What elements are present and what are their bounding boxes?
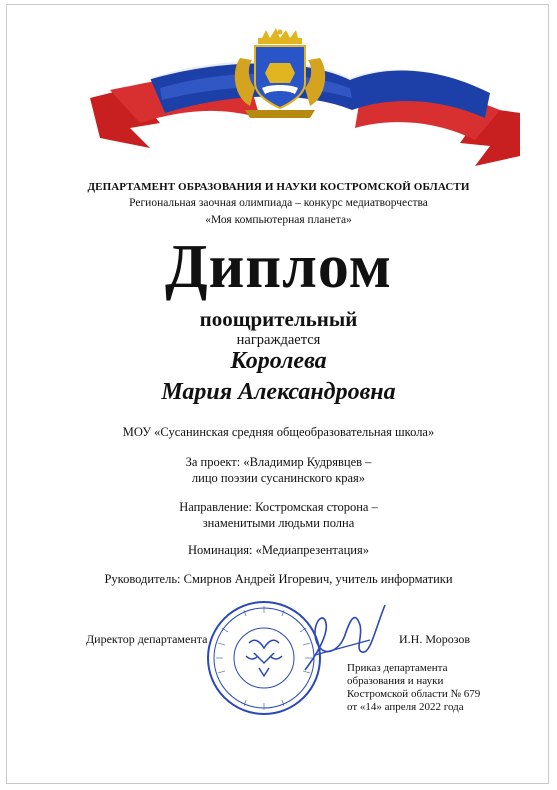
- order-line-3: Костромской области № 679: [347, 688, 481, 700]
- recipient-surname: Королева: [230, 348, 327, 374]
- project-line-1: За проект: «Владимир Кудрявцев –: [185, 455, 372, 469]
- director-name: И.Н. Морозов: [399, 632, 471, 646]
- awarded-label: награждается: [236, 332, 321, 348]
- recipient-name: Мария Александровна: [161, 379, 396, 405]
- olympiad-title: Региональная заочная олимпиада – конкурс медиатворчества: [129, 197, 428, 209]
- school-name: МОУ «Сусанинская средняя общеобразовательная школа»: [122, 425, 435, 439]
- leader: Руководитель: Смирнов Андрей Игоревич, учитель информатики: [104, 572, 453, 586]
- coat-of-arms-icon: [235, 28, 325, 118]
- olympiad-name: «Моя компьютерная планета»: [205, 214, 352, 226]
- ribbon-banner: [90, 28, 520, 168]
- diploma-title: Диплом: [165, 233, 392, 301]
- order-line-2: образования и науки: [347, 675, 444, 687]
- diploma-subtitle: поощрительный: [199, 307, 358, 331]
- direction-line-1: Направление: Костромская сторона –: [179, 500, 378, 514]
- order-line-4: от «14» апреля 2022 года: [347, 701, 464, 713]
- department-name: ДЕПАРТАМЕНТ ОБРАЗОВАНИЯ И НАУКИ КОСТРОМСКОЙ ОБЛАСТИ: [87, 181, 470, 193]
- director-label: Директор департамента: [86, 632, 208, 646]
- direction-line-2: знаменитыми людьми полна: [202, 516, 355, 530]
- project-line-2: лицо поэзии сусанинского края»: [191, 471, 366, 485]
- order-line-1: Приказ департамента: [347, 662, 448, 674]
- nomination: Номинация: «Медиапрезентация»: [188, 543, 369, 557]
